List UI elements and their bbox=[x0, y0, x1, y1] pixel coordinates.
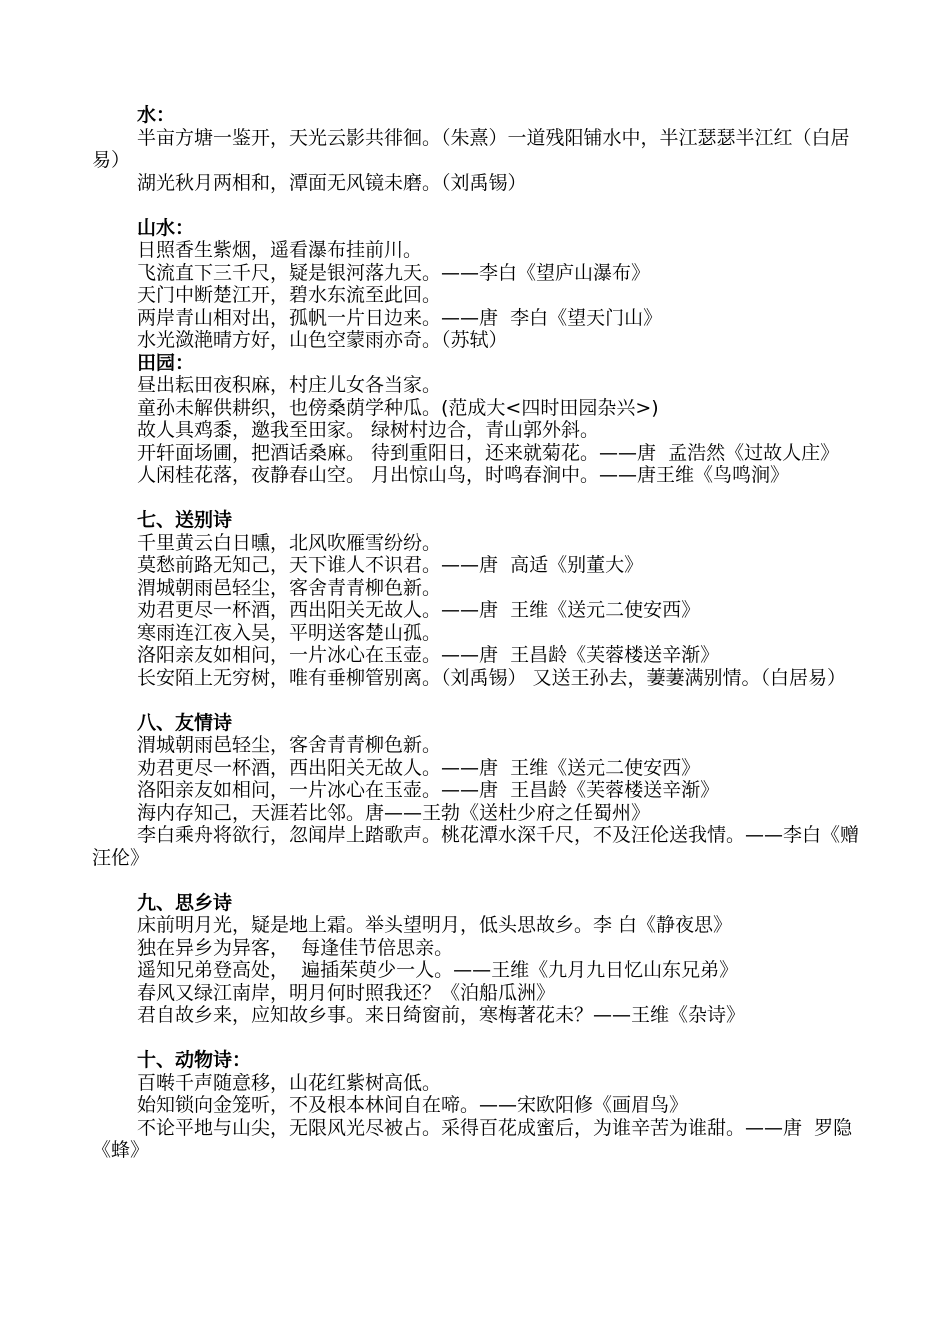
section-heading: 山水： bbox=[137, 216, 195, 239]
poem-line: 寒雨连江夜入吴，平明送客楚山孤。 bbox=[137, 621, 442, 644]
poem-line: 水光潋滟晴方好，山色空蒙雨亦奇。（苏轼） bbox=[137, 329, 508, 351]
poem-line: 遥知兄弟登高处， 遍插茱萸少一人。——王维《九月九日忆山东兄弟》 bbox=[137, 959, 739, 981]
poem-line: 床前明月光，疑是地上霜。举头望明月，低头思故乡。李 白《静夜思》 bbox=[137, 914, 733, 936]
poem-line: 独在异乡为异客， 每逢佳节倍思亲。 bbox=[137, 936, 454, 959]
poem-line: 劝君更尽一杯酒，西出阳关无故人。——唐 王维《送元二使安西》 bbox=[137, 756, 701, 779]
section-heading: 十、动物诗： bbox=[137, 1049, 252, 1071]
poem-line: 劝君更尽一杯酒，西出阳关无故人。——唐 王维《送元二使安西》 bbox=[137, 599, 701, 621]
section-friendship bbox=[92, 712, 862, 870]
poem-line: 始知锁向金笼听，不及根本林间自在啼。——宋欧阳修《画眉鸟》 bbox=[137, 1094, 689, 1116]
document-page bbox=[92, 104, 862, 1162]
section-heading: 九、思乡诗 bbox=[137, 891, 233, 914]
poem-line: 千里黄云白日曛，北风吹雁雪纷纷。 bbox=[137, 531, 442, 554]
poem-line: 长安陌上无穷树，唯有垂柳管别离。（刘禹锡） 又送王孙去，萋萋满别情。（白居易） bbox=[137, 666, 847, 689]
poem-line: 两岸青山相对出，孤帆一片日边来。——唐 李白《望天门山》 bbox=[137, 306, 663, 329]
section-animals bbox=[92, 1049, 862, 1162]
poem-line: 湖光秋月两相和，潭面无风镜未磨。（刘禹锡） bbox=[137, 171, 527, 194]
poem-line: 百啭千声随意移，山花红紫树高低。 bbox=[137, 1071, 442, 1094]
poem-line: 故人具鸡黍，邀我至田家。 绿树村边合，青山郭外斜。 bbox=[137, 419, 600, 441]
poem-line: 洛阳亲友如相问，一片冰心在玉壶。——唐 王昌龄《芙蓉楼送辛渐》 bbox=[137, 779, 720, 801]
poem-line: 飞流直下三千尺，疑是银河落九天。——李白《望庐山瀑布》 bbox=[137, 261, 651, 284]
section-landscape bbox=[92, 217, 862, 352]
poem-line: 天门中断楚江开，碧水东流至此回。 bbox=[137, 284, 442, 306]
section-heading: 八、友情诗 bbox=[137, 711, 233, 734]
poem-line: 日照香生紫烟，遥看瀑布挂前川。 bbox=[137, 239, 423, 261]
section-heading: 七、送别诗 bbox=[137, 509, 233, 531]
poem-line: 莫愁前路无知己，天下谁人不识君。——唐 高适《别董大》 bbox=[137, 554, 644, 576]
poem-line: 人闲桂花落，夜静春山空。 月出惊山鸟，时鸣春涧中。——唐王维《鸟鸣涧》 bbox=[137, 464, 790, 486]
section-countryside bbox=[92, 352, 862, 487]
section-homesick bbox=[92, 892, 862, 1027]
poem-line: 春风又绿江南岸，明月何时照我还？《泊船瓜洲》 bbox=[137, 981, 556, 1004]
poem-line: 渭城朝雨邑轻尘，客舍青青柳色新。 bbox=[137, 734, 442, 756]
section-water bbox=[92, 104, 862, 194]
section-heading: 水： bbox=[137, 104, 176, 126]
poem-line: 开轩面场圃，把酒话桑麻。 待到重阳日，还来就菊花。——唐 孟浩然《过故人庄》 bbox=[137, 441, 840, 464]
poem-line: 不论平地与山尖，无限风光尽被占。采得百花成蜜后，为谁辛苦为谁甜。——唐 罗隐《蜂》 bbox=[92, 1116, 853, 1161]
poem-line: 半亩方塘一鉴开，天光云影共徘徊。（朱熹）一道残阳铺水中，半江瑟瑟半江红（白居易） bbox=[92, 126, 850, 171]
section-heading: 田园： bbox=[137, 351, 195, 374]
poem-line: 昼出耘田夜积麻，村庄儿女各当家。 bbox=[137, 374, 442, 396]
poem-line: 洛阳亲友如相问，一片冰心在玉壶。——唐 王昌龄《芙蓉楼送辛渐》 bbox=[137, 644, 720, 666]
poem-line: 渭城朝雨邑轻尘，客舍青青柳色新。 bbox=[137, 576, 442, 599]
poem-line: 李白乘舟将欲行，忽闻岸上踏歌声。桃花潭水深千尺，不及汪伦送我情。——李白《赠汪伦》 bbox=[92, 824, 860, 869]
poem-line: 童孙未解供耕织，也傍桑荫学种瓜。(范成大<四时田园杂兴>) bbox=[137, 396, 659, 419]
section-farewell bbox=[92, 509, 862, 689]
poem-line: 君自故乡来，应知故乡事。来日绮窗前，寒梅著花未？——王维《杂诗》 bbox=[137, 1004, 746, 1026]
poem-line: 海内存知己，天涯若比邻。唐——王勃《送杜少府之任蜀州》 bbox=[137, 801, 651, 824]
